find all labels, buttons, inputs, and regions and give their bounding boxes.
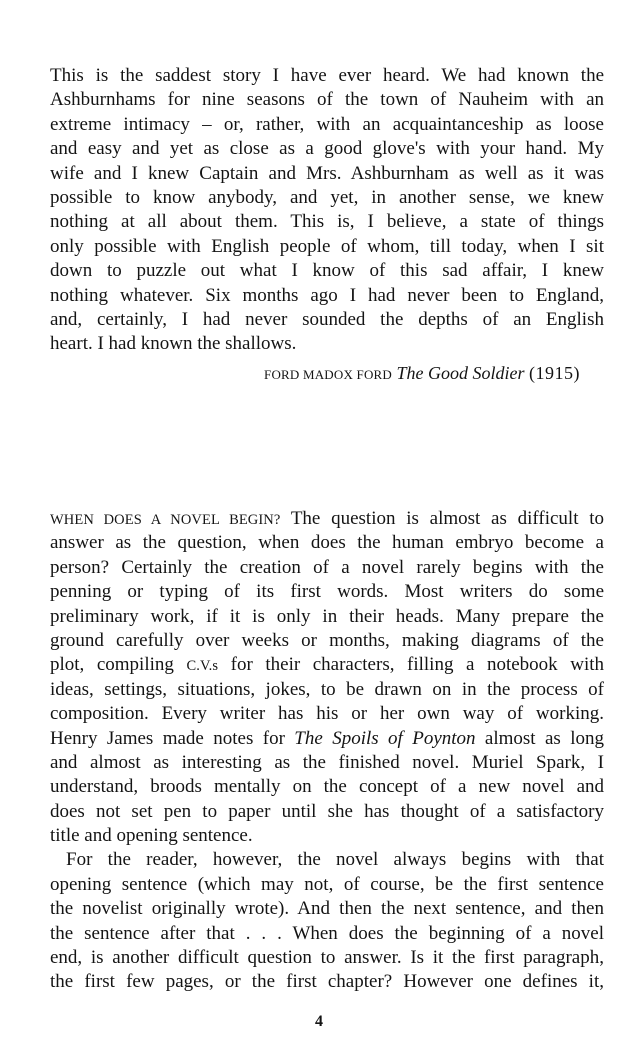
epigraph-quote xyxy=(50,64,604,357)
first-line-rest: The question is almost as difficult to xyxy=(280,508,604,529)
epigraph-line: down to puzzle out what I know of this sad affair, I knew xyxy=(50,260,604,282)
body-line: opening sentence (which may not, of course, be the first sentence xyxy=(50,873,604,895)
body-line xyxy=(50,653,604,677)
cvs-smallcaps: C.V.s xyxy=(186,658,219,675)
body-line: penning or typing of its first words. Most writers do some xyxy=(50,581,604,603)
epigraph-line: nothing at all about them. This is, I believe, a state of things xyxy=(50,211,604,233)
cvs-before: plot, compiling xyxy=(50,654,187,676)
attribution-title: The Good Soldier xyxy=(396,363,525,383)
attribution-author: FORD MADOX FORD xyxy=(264,367,392,382)
body-line: the first few pages, or the first chapter? However one defines it, xyxy=(50,971,604,993)
epigraph-line: wife and I knew Captain and Mrs. Ashburnham as well as it was xyxy=(50,162,604,184)
epigraph-line: nothing whatever. Six months ago I had never been to England, xyxy=(50,284,604,306)
epigraph-line: heart. I had known the shallows. xyxy=(50,333,297,355)
james-before: Henry James made notes for xyxy=(50,727,295,749)
epigraph-line: only possible with English people of whom, till today, when I sit xyxy=(50,235,604,257)
page-number: 4 xyxy=(315,1013,323,1030)
body-line: understand, broods mentally on the concept of a new novel and xyxy=(50,776,604,798)
epigraph-attribution xyxy=(264,363,580,384)
body-line: does not set pen to paper until she has thought of a satisfactory xyxy=(50,800,604,822)
epigraph-line: and easy and yet as close as a good glove's with your hand. My xyxy=(50,138,604,160)
body-line: ideas, settings, situations, jokes, to be drawn on in the process of xyxy=(50,678,604,700)
body-line xyxy=(50,727,604,751)
body-line: the sentence after that . . . When does the beginning of a novel xyxy=(50,922,604,944)
body-line xyxy=(50,507,604,531)
epigraph-line: Ashburnhams for nine seasons of the town of Nauheim with an xyxy=(50,89,604,111)
epigraph-line: and, certainly, I had never sounded the depths of an English xyxy=(50,308,604,330)
epigraph-line: extreme intimacy – or, rather, with an acquaintanceship as loose xyxy=(50,113,604,135)
body-text xyxy=(50,507,604,995)
james-title: The Spoils of Poynton xyxy=(294,727,476,749)
body-line: answer as the question, when does the human embryo become a xyxy=(50,532,604,554)
epigraph-line: possible to know anybody, and yet, in another sense, we knew xyxy=(50,186,604,208)
body-line: and almost as interesting as the finished novel. Muriel Spark, I xyxy=(50,751,604,773)
opening-smallcaps: WHEN DOES A NOVEL BEGIN? xyxy=(50,512,281,528)
body-line: composition. Every writer has his or her own way of working. xyxy=(50,703,604,725)
body-line: For the reader, however, the novel always begins with that xyxy=(66,849,604,871)
body-line: ground carefully over weeks or months, making diagrams of the xyxy=(50,629,604,651)
body-line: the novelist originally wrote). And then the next sentence, and then xyxy=(50,898,604,920)
body-line: title and opening sentence. xyxy=(50,825,253,847)
attribution-year: (1915) xyxy=(529,363,580,383)
cvs-after: for their characters, filling a notebook with xyxy=(218,654,604,676)
james-after: almost as long xyxy=(475,727,604,749)
epigraph-line: This is the saddest story I have ever heard. We had known the xyxy=(50,65,604,86)
body-line: end, is another difficult question to answer. Is it the first paragraph, xyxy=(50,947,604,969)
body-line: preliminary work, if it is only in their heads. Many prepare the xyxy=(50,605,604,627)
body-line: person? Certainly the creation of a novel rarely begins with the xyxy=(50,556,604,578)
